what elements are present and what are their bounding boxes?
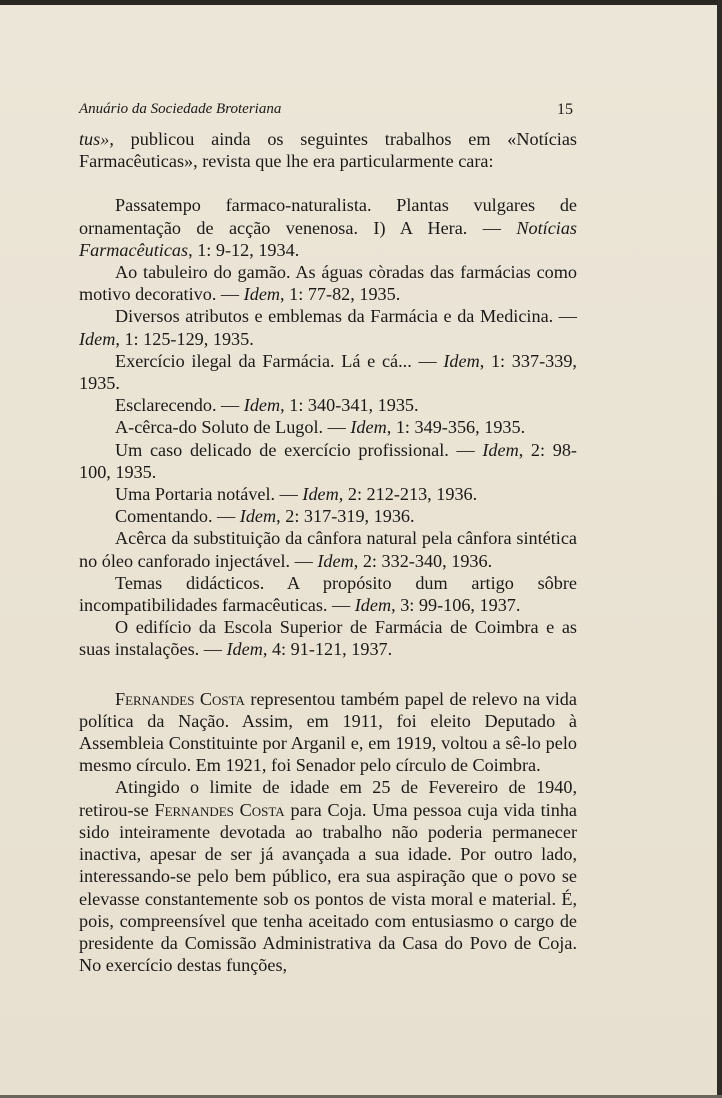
intro-rest: , publicou ainda os seguintes trabalhos em «Notícias Farmacêuticas», revista que lhe era particularmente cara: <box>79 129 577 172</box>
entry-reference: , 3: 99-106, 1937. <box>391 595 521 616</box>
entry-source: Idem <box>443 350 480 371</box>
intro-paragraph <box>79 128 577 172</box>
person-name: Fernandes Costa <box>154 799 285 820</box>
entry-source: Idem <box>482 439 519 460</box>
entry-source: Notícias Farmacêuticas <box>79 217 577 260</box>
entry-title: O edifício da Escola Superior de Farmácia de Coimbra e as suas instalações. — <box>79 617 577 660</box>
page-number: 15 <box>557 101 573 118</box>
bibliography-entry <box>79 305 577 349</box>
entry-source: Idem <box>350 417 387 438</box>
entry-reference: , 1: 125-129, 1935. <box>115 328 254 349</box>
entry-title: A-cêrca-do Soluto de Lugol. — <box>115 417 351 438</box>
bibliography-entry <box>79 483 577 505</box>
paragraph-political-career <box>79 688 577 777</box>
paragraph-retirement <box>79 776 577 976</box>
person-name: Fernandes Costa <box>115 688 245 709</box>
bibliography-entry <box>79 505 577 527</box>
bibliography-entry <box>79 416 577 438</box>
paragraph-text: para Coja. Uma pessoa cuja vida tinha sido inteiramente devotada ao trabalho não poderia permanecer inactiva, apesar de ser já avançada a sua idade. Por outro lado, interessando-se pelo bem público, era sua aspiração que o povo se elevasse constantemente sob os pontos de vista moral e material. É, pois, compreensível que tenha aceitado com entusiasmo o cargo de presidente da Comissão Administrativa da Casa do Povo de Coja. No exercício destas funções, <box>79 799 577 976</box>
entry-source: Idem <box>317 550 354 571</box>
intro-lead: tus» <box>79 129 110 149</box>
bibliography-entry <box>79 527 577 571</box>
body-prose <box>79 688 577 977</box>
entry-source: Idem <box>302 484 339 505</box>
entry-source: Idem <box>243 395 281 416</box>
entry-reference: , 1: 349-356, 1935. <box>386 417 526 438</box>
bibliography-entry <box>79 439 577 483</box>
entry-title: Uma Portaria notável. — <box>115 484 303 505</box>
scan-edge-top <box>0 0 722 5</box>
entry-title: Comentando. — <box>115 506 240 527</box>
running-head <box>79 101 573 118</box>
entry-title: Temas didácticos. A propósito dum artigo sôbre incompatibilidades farmacêuticas. — <box>79 572 577 616</box>
entry-title: Um caso delicado de exercício profissional. — <box>115 439 483 460</box>
bibliography-entry <box>79 616 577 660</box>
bibliography-list <box>79 194 577 660</box>
entry-reference: , 1: 340-341, 1935. <box>280 395 419 416</box>
entry-reference: , 2: 212-213, 1936. <box>338 484 478 505</box>
entry-reference: , 2: 332-340, 1936. <box>353 550 493 571</box>
entry-source: Idem <box>239 506 277 527</box>
entry-source: Idem <box>226 639 263 660</box>
entry-title: Passatempo farmaco-naturalista. Plantas vulgares de ornamentação de acção venenosa. I) A Hera. — <box>79 195 577 238</box>
bibliography-entry <box>79 350 577 394</box>
bibliography-entry <box>79 394 577 416</box>
entry-title: Ao tabuleiro do gamão. As águas còradas das farmácias como motivo decorativo. — <box>79 262 577 305</box>
entry-title: Exercício ilegal da Farmácia. Lá e cá... — <box>115 350 444 371</box>
entry-reference: , 1: 77-82, 1935. <box>280 284 401 305</box>
paragraph-text: Atingido o limite de idade em 25 de Fevereiro de 1940, retirou-se <box>79 777 577 820</box>
entry-source: Idem <box>243 284 281 305</box>
entry-reference: , 1: 9-12, 1934. <box>188 239 300 260</box>
entry-title: Acêrca da substituição da cânfora natural pela cânfora sintética no óleo canforado injectável. — <box>79 528 577 571</box>
journal-title: Anuário da Sociedade Broteriana <box>79 101 282 117</box>
scan-edge-right <box>717 0 722 1098</box>
paragraph-text: representou também papel de relevo na vida política da Nação. Assim, em 1911, foi eleito Deputado à Assembleia Constituinte por Arganil e, em 1919, voltou a sê-lo pelo mesmo círculo. Em 1921, foi Senador pelo círculo de Coimbra. <box>79 688 577 776</box>
entry-reference: , 2: 98-100, 1935. <box>79 439 577 482</box>
bibliography-entry <box>79 572 577 616</box>
entry-title: Diversos atributos e emblemas da Farmácia e da Medicina. — <box>115 306 577 327</box>
entry-reference: , 2: 317-319, 1936. <box>276 506 415 527</box>
entry-source: Idem <box>354 595 392 616</box>
entry-title: Esclarecendo. — <box>115 395 244 416</box>
entry-source: Idem <box>79 328 116 349</box>
entry-reference: , 4: 91-121, 1937. <box>262 639 393 660</box>
text-block <box>79 128 577 976</box>
bibliography-entry <box>79 194 577 261</box>
entry-reference: , 1: 337-339, 1935. <box>79 350 577 394</box>
bibliography-entry <box>79 261 577 305</box>
